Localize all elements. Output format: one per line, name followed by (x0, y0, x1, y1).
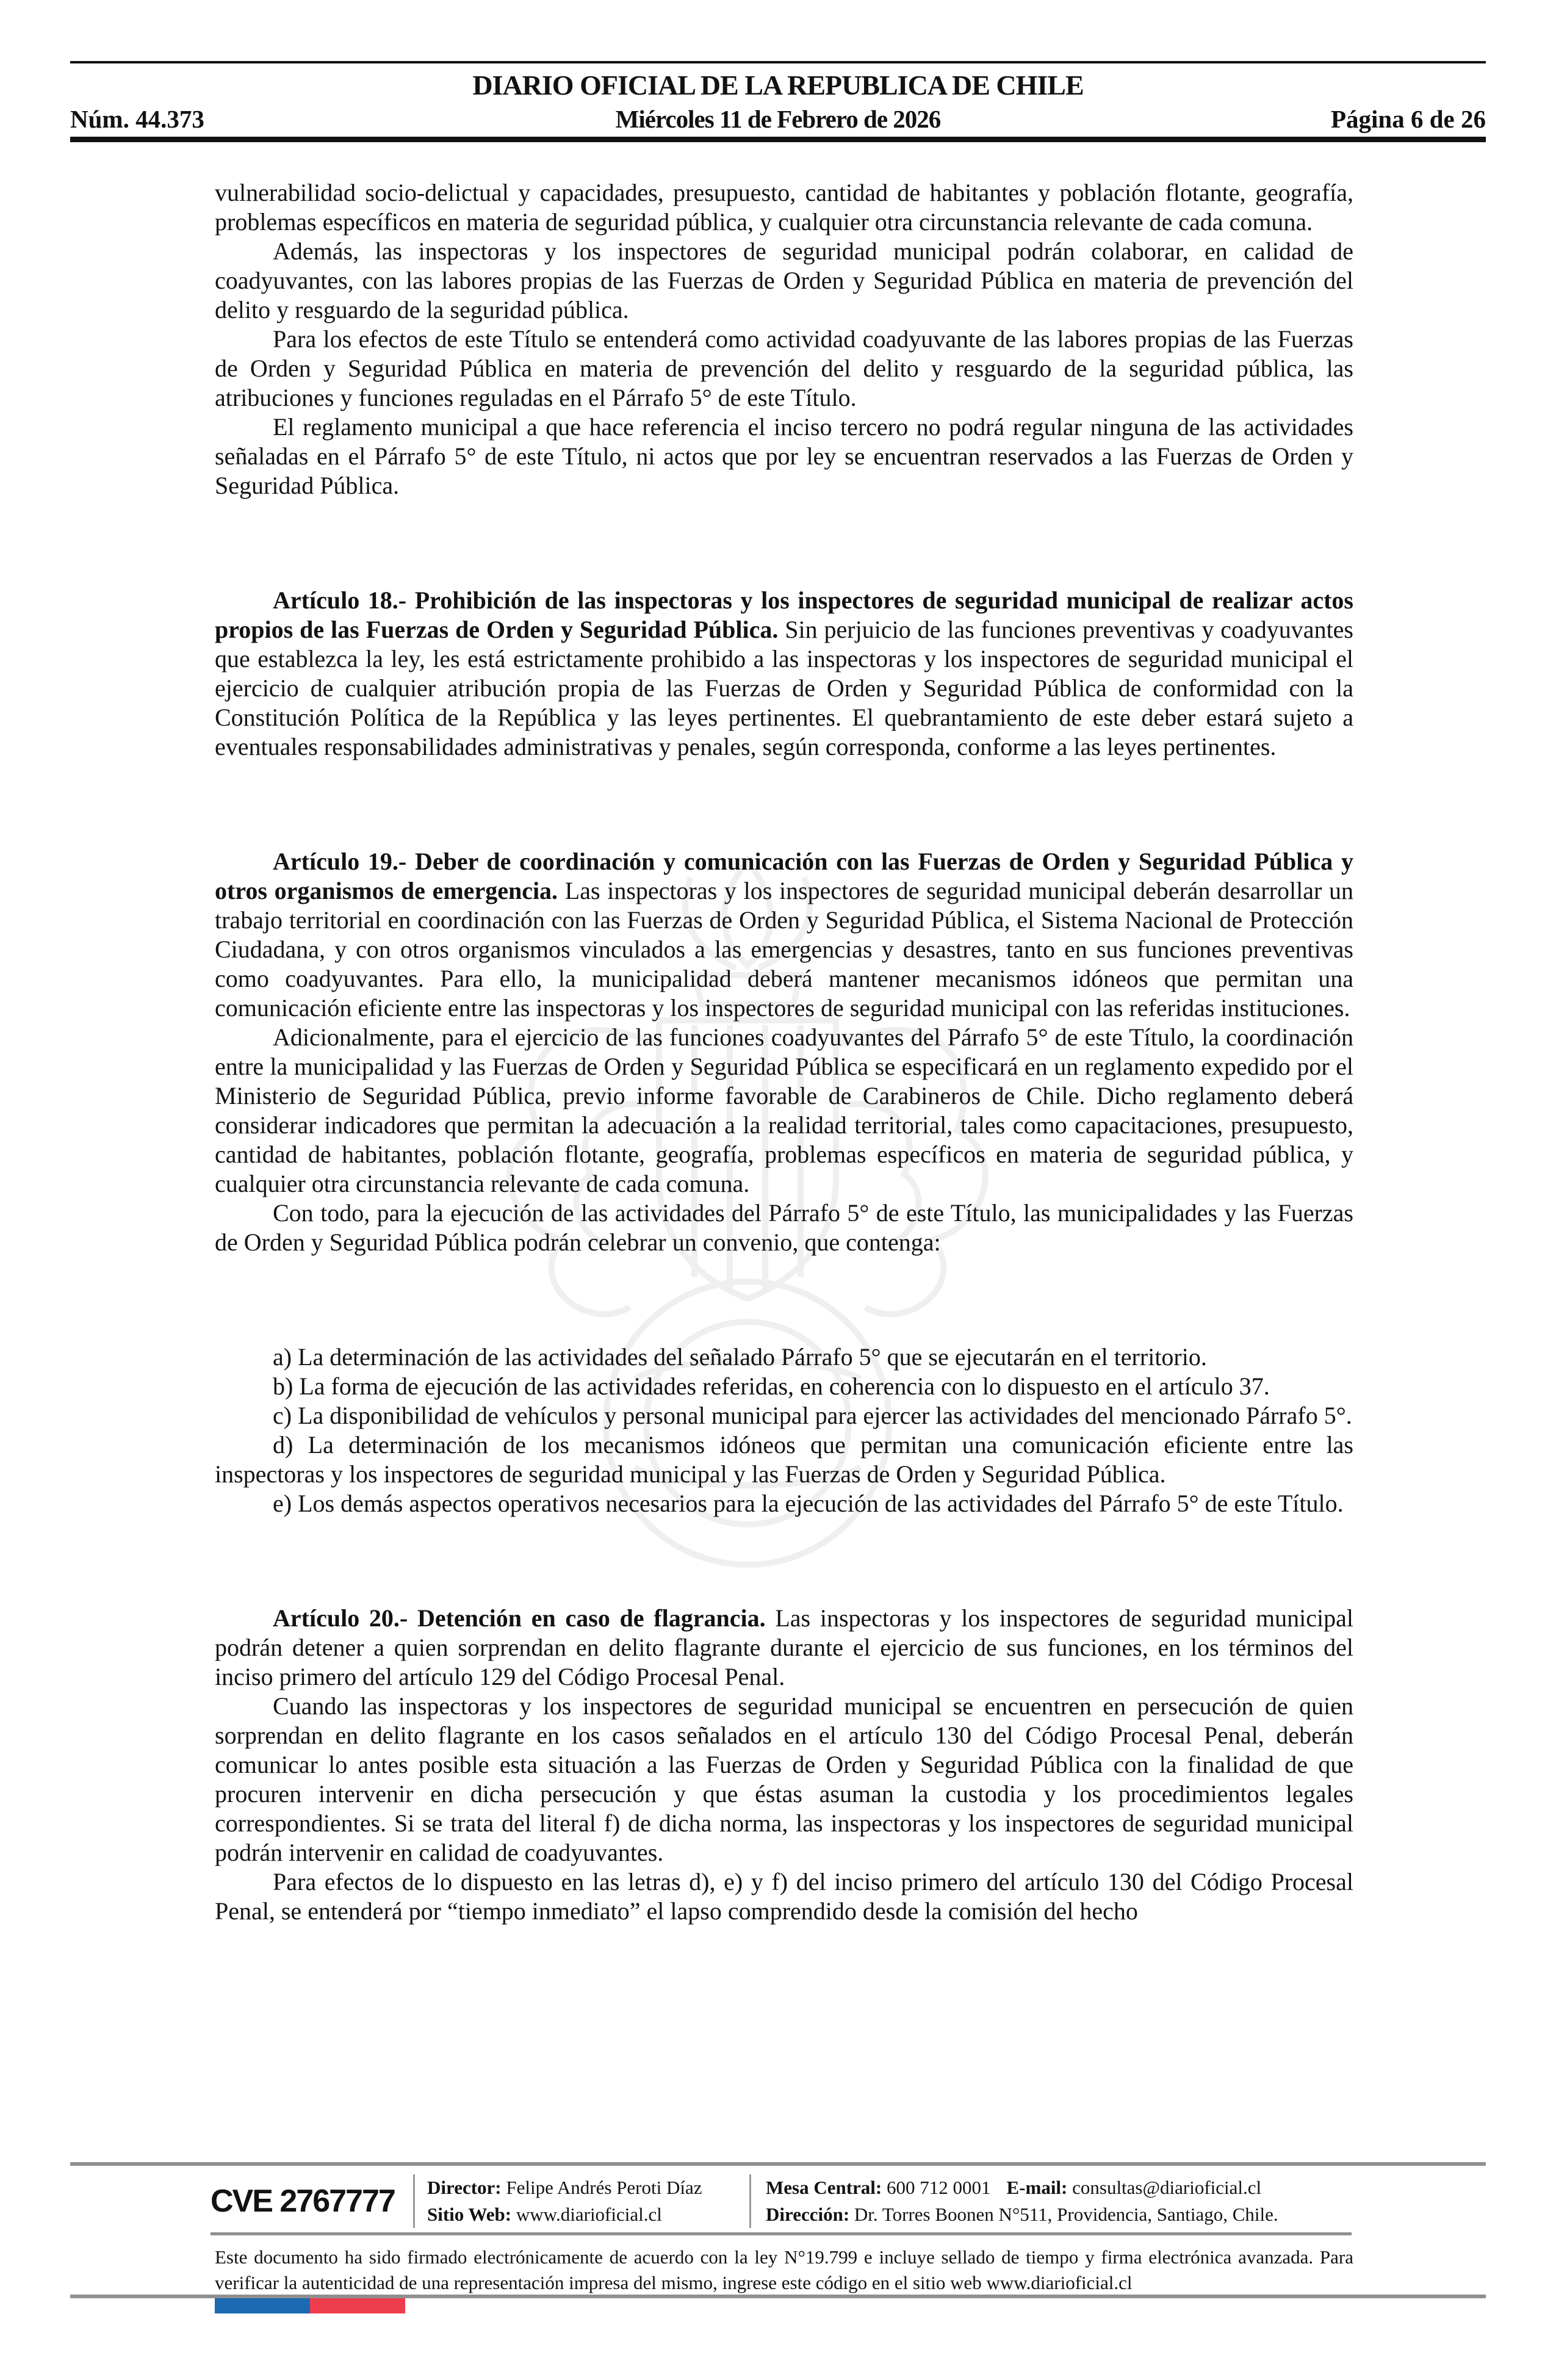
footer-director-column (415, 2174, 749, 2228)
list-item-b: b) La forma de ejecución de las actividades referidas, en coherencia con lo dispuesto en el artículo 37. (273, 1372, 1270, 1400)
article-19-paragraph (215, 847, 1353, 1023)
list-item-c: c) La disponibilidad de vehículos y personal municipal para ejercer las actividades del mencionado Párrafo 5°. (273, 1402, 1352, 1429)
signature-note: Este documento ha sido firmado electrónicamente de acuerdo con la ley N°19.799 e incluye sellado de tiempo y firma electrónica avanzada. Para verificar la autenticidad de una representación impresa del mismo, ingrese este código en el sitio web www.diarioficial.cl (215, 2246, 1353, 2293)
email-label: E-mail: (1006, 2177, 1068, 2198)
list-item-d: d) La determinación de los mecanismos idóneos que permitan una comunicación eficiente entre las inspectoras y los inspectores de seguridad municipal y las Fuerzas de Orden y Seguridad Pública. (215, 1431, 1353, 1488)
direccion-line (766, 2201, 1352, 2228)
list-item-e: e) Los demás aspectos operativos necesarios para la ejecución de las actividades del Párrafo 5° de este Título. (273, 1490, 1344, 1517)
list-item-a: a) La determinación de las actividades del señalado Párrafo 5° que se ejecutarán en el territorio. (273, 1343, 1207, 1371)
sitio-web-value: www.diarioficial.cl (516, 2204, 662, 2225)
article-18-heading: Artículo 18.- Prohibición de las inspectoras y los inspectores de seguridad municipal de realizar actos propios de las Fuerzas de Orden y Seguridad Pública. (215, 586, 1353, 643)
article-18-paragraph (215, 586, 1353, 762)
page-indicator: Página 6 de 26 (1331, 105, 1486, 133)
sitio-web-label: Sitio Web: (427, 2204, 512, 2225)
body-paragraph: Con todo, para la ejecución de las actividades del Párrafo 5° de este Título, las municipalidades y las Fuerzas de Orden y Seguridad Pública podrán celebrar un convenio, que contenga: (215, 1199, 1353, 1256)
footer-info-bar (211, 2174, 1352, 2229)
article-19-text: Las inspectoras y los inspectores de seguridad municipal deberán desarrollar un trabajo territorial en coordinación con las Fuerzas de Orden y Seguridad Pública, el Sistema Nacional de Protección Ciudadana, y con otros organismos vinculados a las emergencias y desastres, tanto en sus funciones preventivas como coadyuvantes. Para ello, la municipalidad deberá mantener mecanismos idóneos que permitan una comunicación eficiente entre las inspectoras y los inspectores de seguridad municipal con las referidas instituciones. (215, 877, 1353, 1022)
flag-blue-bar (215, 2298, 310, 2313)
mesa-central-line (766, 2174, 1352, 2201)
mesa-central-label: Mesa Central: (766, 2177, 882, 2198)
article-18-text: Sin perjuicio de las funciones preventivas y coadyuvantes que establezca la ley, les está estrictamente prohibido a las inspectoras y los inspectores de seguridad municipal el ejercicio de cualquier atribución propia de las Fuerzas de Orden y Seguridad Pública de conformidad con la Constitución Política de la República y las leyes pertinentes. El quebrantamiento de este deber estará sujeto a eventuales responsabilidades administrativas y penales, según corresponda, conforme a las leyes pertinentes. (215, 616, 1353, 760)
direccion-label: Dirección: (766, 2204, 850, 2225)
issue-number: Núm. 44.373 (70, 105, 204, 133)
body-paragraph: Además, las inspectoras y los inspectores de seguridad municipal podrán colaborar, en calidad de coadyuvantes, con las labores propias de las Fuerzas de Orden y Seguridad Pública en materia de prevención del delito y resguardo de la seguridad pública. (215, 237, 1353, 323)
document-body (215, 178, 1353, 1926)
body-paragraph: Cuando las inspectoras y los inspectores de seguridad municipal se encuentren en persecución de quien sorprendan en delito flagrante en los casos señalados en el artículo 130 del Código Procesal Penal, deberán comunicar lo antes posible esta situación a las Fuerzas de Orden y Seguridad Pública con la finalidad de que procuren intervenir en dicha persecución y que éstas asuman la custodia y los procedimientos legales correspondientes. Si se trata del literal f) de dicha norma, las inspectoras y los inspectores de seguridad municipal podrán intervenir en calidad de coadyuvantes. (215, 1692, 1353, 1866)
footer-contact-column (751, 2174, 1352, 2228)
body-paragraph: Para efectos de lo dispuesto en las letras d), e) y f) del inciso primero del artículo 130 del Código Procesal Penal, se entenderá por “tiempo inmediato” el lapso comprendido desde la comisión del hecho (215, 1868, 1353, 1925)
body-paragraph: Adicionalmente, para el ejercicio de las funciones coadyuvantes del Párrafo 5° de este Título, la coordinación entre la municipalidad y las Fuerzas de Orden y Seguridad Pública se especificará en un reglamento expedido por el Ministerio de Seguridad Pública, previo informe favorable de Carabineros de Chile. Dicho reglamento deberá considerar indicadores que permitan la adecuación a la realidad territorial, tales como capacitaciones, presupuesto, cantidad de habitantes, población flotante, geografía, problemas específicos en materia de seguridad pública, y cualquier otra circunstancia relevante de cada comuna. (215, 1023, 1353, 1197)
body-paragraph: Para los efectos de este Título se entenderá como actividad coadyuvante de las labores propias de las Fuerzas de Orden y Seguridad Pública en materia de prevención del delito y resguardo de la seguridad pública, las atribuciones y funciones reguladas en el Párrafo 5° de este Título. (215, 325, 1353, 411)
director-label: Director: (427, 2177, 502, 2198)
header-top-rule (70, 61, 1486, 63)
flag-red-bar (310, 2298, 405, 2313)
gazette-title: DIARIO OFICIAL DE LA REPUBLICA DE CHILE (472, 70, 1084, 101)
mesa-central-value: 600 712 0001 (887, 2177, 991, 2198)
article-20-paragraph (215, 1604, 1353, 1692)
article-19-heading: Artículo 19.- Deber de coordinación y comunicación con las Fuerzas de Orden y Seguridad Pública y otros organismos de emergencia. (215, 848, 1353, 904)
footer-top-rule (70, 2162, 1486, 2166)
footer-inner-rule (211, 2232, 1352, 2235)
body-paragraph-continuation: vulnerabilidad socio-delictual y capacidades, presupuesto, cantidad de habitantes y población flotante, geografía, problemas específicos en materia de seguridad pública, y cualquier otra circunstancia relevante de cada comuna. (215, 179, 1353, 236)
header-bottom-rule (70, 137, 1486, 142)
body-paragraph: El reglamento municipal a que hace referencia el inciso tercero no podrá regular ninguna de las actividades señaladas en el Párrafo 5° de este Título, ni actos que por ley se encuentran reservados a las Fuerzas de Orden y Seguridad Pública. (215, 413, 1353, 499)
article-20-heading: Artículo 20.- Detención en caso de flagrancia. (273, 1604, 766, 1632)
sitio-web-line (427, 2201, 749, 2228)
cve-code: CVE 2767777 (211, 2183, 395, 2219)
article-20-text: Las inspectoras y los inspectores de seguridad municipal podrán detener a quien sorprendan en delito flagrante durante el ejercicio de sus funciones, en los términos del inciso primero del artículo 129 del Código Procesal Penal. (215, 1604, 1354, 1690)
government-flag-mark (215, 2298, 405, 2313)
direccion-value: Dr. Torres Boonen N°511, Providencia, Santiago, Chile. (854, 2204, 1278, 2225)
masthead-row (70, 104, 1486, 134)
email-value: consultas@diarioficial.cl (1072, 2177, 1262, 2198)
director-line (427, 2174, 749, 2201)
issue-date: Miércoles 11 de Febrero de 2026 (615, 105, 941, 133)
director-value: Felipe Andrés Peroti Díaz (506, 2177, 702, 2198)
